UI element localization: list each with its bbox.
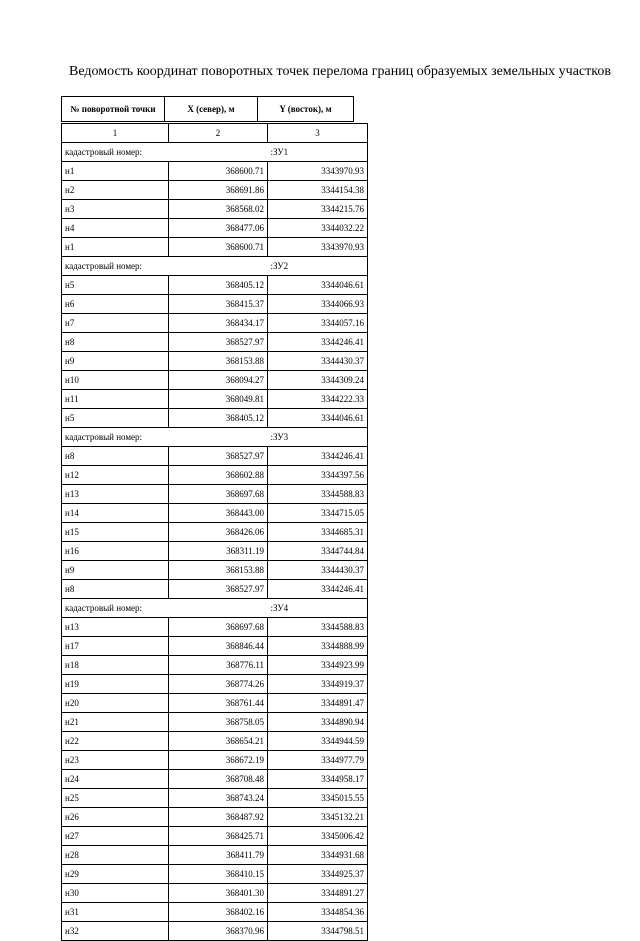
table-row xyxy=(62,162,368,181)
x-coordinate-cell: 368568.02 xyxy=(169,200,268,219)
point-number-cell: н13 xyxy=(62,485,169,504)
y-coordinate-cell: 3344854.36 xyxy=(268,903,368,922)
x-coordinate-cell: 368153.88 xyxy=(169,352,268,371)
point-number-cell: н8 xyxy=(62,447,169,466)
x-coordinate-cell: 368761.44 xyxy=(169,694,268,713)
x-coordinate-cell: 368434.17 xyxy=(169,314,268,333)
x-coordinate-cell: 368527.97 xyxy=(169,333,268,352)
y-coordinate-cell: 3344919.37 xyxy=(268,675,368,694)
point-number-cell: н9 xyxy=(62,561,169,580)
x-coordinate-cell: 368411.79 xyxy=(169,846,268,865)
cadastral-section-row xyxy=(62,599,368,618)
table-row xyxy=(62,276,368,295)
point-number-cell: н25 xyxy=(62,789,169,808)
x-coordinate-cell: 368401.30 xyxy=(169,884,268,903)
x-coordinate-cell: 368776.11 xyxy=(169,656,268,675)
point-number-cell: н8 xyxy=(62,580,169,599)
x-coordinate-cell: 368410.15 xyxy=(169,865,268,884)
x-coordinate-cell: 368443.00 xyxy=(169,504,268,523)
table-row xyxy=(62,181,368,200)
column-header-row xyxy=(62,97,354,122)
point-number-cell: н23 xyxy=(62,751,169,770)
column-number-3: 3 xyxy=(268,124,368,143)
point-number-cell: н27 xyxy=(62,827,169,846)
x-coordinate-cell: 368708.48 xyxy=(169,770,268,789)
table-row xyxy=(62,219,368,238)
table-row xyxy=(62,352,368,371)
point-number-cell: н1 xyxy=(62,162,169,181)
table-row xyxy=(62,789,368,808)
x-coordinate-cell: 368405.12 xyxy=(169,409,268,428)
x-coordinate-cell: 368600.71 xyxy=(169,162,268,181)
table-row xyxy=(62,751,368,770)
point-number-cell: н19 xyxy=(62,675,169,694)
x-coordinate-cell: 368415.37 xyxy=(169,295,268,314)
table-row xyxy=(62,675,368,694)
x-coordinate-cell: 368426.06 xyxy=(169,523,268,542)
x-coordinate-cell: 368094.27 xyxy=(169,371,268,390)
table-row xyxy=(62,371,368,390)
cadastral-number-value: :ЗУ4 xyxy=(268,599,368,618)
x-coordinate-cell: 368600.71 xyxy=(169,238,268,257)
cadastral-section-row xyxy=(62,257,368,276)
table-row xyxy=(62,808,368,827)
point-number-cell: н10 xyxy=(62,371,169,390)
x-coordinate-cell: 368846.44 xyxy=(169,637,268,656)
y-coordinate-cell: 3344685.31 xyxy=(268,523,368,542)
table-row xyxy=(62,637,368,656)
document-title: Ведомость координат поворотных точек перелома границ образуемых земельных участков xyxy=(69,64,611,79)
table-row xyxy=(62,466,368,485)
table-row xyxy=(62,295,368,314)
x-coordinate-cell: 368370.96 xyxy=(169,922,268,941)
y-coordinate-cell: 3344923.99 xyxy=(268,656,368,675)
y-coordinate-cell: 3344798.51 xyxy=(268,922,368,941)
point-number-cell: н4 xyxy=(62,219,169,238)
x-coordinate-cell: 368425.71 xyxy=(169,827,268,846)
y-coordinate-cell: 3344888.99 xyxy=(268,637,368,656)
point-number-cell: н30 xyxy=(62,884,169,903)
x-coordinate-cell: 368487.92 xyxy=(169,808,268,827)
x-coordinate-cell: 368697.68 xyxy=(169,485,268,504)
point-number-cell: н11 xyxy=(62,390,169,409)
coordinates-table-body xyxy=(62,124,368,941)
column-number-row xyxy=(62,124,368,143)
point-number-cell: н15 xyxy=(62,523,169,542)
y-coordinate-cell: 3344944.59 xyxy=(268,732,368,751)
point-number-cell: н22 xyxy=(62,732,169,751)
x-coordinate-cell: 368402.16 xyxy=(169,903,268,922)
table-row xyxy=(62,770,368,789)
table-row xyxy=(62,485,368,504)
point-number-cell: н17 xyxy=(62,637,169,656)
point-number-cell: н13 xyxy=(62,618,169,637)
header-point-number: № поворотной точки xyxy=(62,97,165,122)
table-row xyxy=(62,713,368,732)
y-coordinate-cell: 3343970.93 xyxy=(268,238,368,257)
y-coordinate-cell: 3344430.37 xyxy=(268,352,368,371)
cadastral-section-row xyxy=(62,428,368,447)
y-coordinate-cell: 3343970.93 xyxy=(268,162,368,181)
cadastral-number-value: :ЗУ3 xyxy=(268,428,368,447)
x-coordinate-cell: 368672.19 xyxy=(169,751,268,770)
point-number-cell: н8 xyxy=(62,333,169,352)
point-number-cell: н21 xyxy=(62,713,169,732)
y-coordinate-cell: 3344715.05 xyxy=(268,504,368,523)
y-coordinate-cell: 3344246.41 xyxy=(268,333,368,352)
point-number-cell: н31 xyxy=(62,903,169,922)
point-number-cell: н6 xyxy=(62,295,169,314)
table-row xyxy=(62,903,368,922)
y-coordinate-cell: 3345006.42 xyxy=(268,827,368,846)
x-coordinate-cell: 368602.88 xyxy=(169,466,268,485)
x-coordinate-cell: 368743.24 xyxy=(169,789,268,808)
y-coordinate-cell: 3344890.94 xyxy=(268,713,368,732)
y-coordinate-cell: 3344744.84 xyxy=(268,542,368,561)
point-number-cell: н5 xyxy=(62,276,169,295)
y-coordinate-cell: 3344046.61 xyxy=(268,276,368,295)
point-number-cell: н20 xyxy=(62,694,169,713)
header-y-east: Y (восток), м xyxy=(258,97,354,122)
y-coordinate-cell: 3344925.37 xyxy=(268,865,368,884)
coordinates-table xyxy=(61,123,368,941)
y-coordinate-cell: 3344588.83 xyxy=(268,485,368,504)
y-coordinate-cell: 3344057.16 xyxy=(268,314,368,333)
y-coordinate-cell: 3344309.24 xyxy=(268,371,368,390)
table-row xyxy=(62,504,368,523)
cadastral-number-label: кадастровый номер: xyxy=(62,257,268,276)
point-number-cell: н29 xyxy=(62,865,169,884)
x-coordinate-cell: 368774.26 xyxy=(169,675,268,694)
point-number-cell: н2 xyxy=(62,181,169,200)
x-coordinate-cell: 368049.81 xyxy=(169,390,268,409)
table-row xyxy=(62,561,368,580)
y-coordinate-cell: 3344246.41 xyxy=(268,580,368,599)
table-row xyxy=(62,200,368,219)
cadastral-number-label: кадастровый номер: xyxy=(62,428,268,447)
y-coordinate-cell: 3344154.38 xyxy=(268,181,368,200)
point-number-cell: н28 xyxy=(62,846,169,865)
y-coordinate-cell: 3344931.68 xyxy=(268,846,368,865)
point-number-cell: н18 xyxy=(62,656,169,675)
x-coordinate-cell: 368153.88 xyxy=(169,561,268,580)
table-row xyxy=(62,884,368,903)
y-coordinate-cell: 3344958.17 xyxy=(268,770,368,789)
point-number-cell: н26 xyxy=(62,808,169,827)
point-number-cell: н7 xyxy=(62,314,169,333)
x-coordinate-cell: 368697.68 xyxy=(169,618,268,637)
table-row xyxy=(62,827,368,846)
cadastral-number-label: кадастровый номер: xyxy=(62,599,268,618)
header-x-north: X (север), м xyxy=(165,97,258,122)
cadastral-section-row xyxy=(62,143,368,162)
cadastral-number-value: :ЗУ2 xyxy=(268,257,368,276)
x-coordinate-cell: 368758.05 xyxy=(169,713,268,732)
table-row xyxy=(62,523,368,542)
point-number-cell: н24 xyxy=(62,770,169,789)
table-row xyxy=(62,314,368,333)
x-coordinate-cell: 368527.97 xyxy=(169,580,268,599)
table-row xyxy=(62,447,368,466)
y-coordinate-cell: 3345015.55 xyxy=(268,789,368,808)
cadastral-number-label: кадастровый номер: xyxy=(62,143,268,162)
cadastral-number-value: :ЗУ1 xyxy=(268,143,368,162)
table-row xyxy=(62,409,368,428)
point-number-cell: н16 xyxy=(62,542,169,561)
column-number-2: 2 xyxy=(169,124,268,143)
table-row xyxy=(62,580,368,599)
point-number-cell: н32 xyxy=(62,922,169,941)
point-number-cell: н14 xyxy=(62,504,169,523)
y-coordinate-cell: 3344246.41 xyxy=(268,447,368,466)
table-row xyxy=(62,542,368,561)
x-coordinate-cell: 368654.21 xyxy=(169,732,268,751)
table-row xyxy=(62,922,368,941)
point-number-cell: н12 xyxy=(62,466,169,485)
point-number-cell: н5 xyxy=(62,409,169,428)
table-row xyxy=(62,656,368,675)
y-coordinate-cell: 3344977.79 xyxy=(268,751,368,770)
y-coordinate-cell: 3344046.61 xyxy=(268,409,368,428)
y-coordinate-cell: 3344891.27 xyxy=(268,884,368,903)
column-number-1: 1 xyxy=(62,124,169,143)
x-coordinate-cell: 368311.19 xyxy=(169,542,268,561)
table-row xyxy=(62,333,368,352)
table-row xyxy=(62,846,368,865)
y-coordinate-cell: 3344215.76 xyxy=(268,200,368,219)
table-row xyxy=(62,390,368,409)
y-coordinate-cell: 3344066.93 xyxy=(268,295,368,314)
y-coordinate-cell: 3344588.83 xyxy=(268,618,368,637)
y-coordinate-cell: 3344222.33 xyxy=(268,390,368,409)
x-coordinate-cell: 368691.86 xyxy=(169,181,268,200)
table-row xyxy=(62,694,368,713)
table-row xyxy=(62,238,368,257)
y-coordinate-cell: 3344430.37 xyxy=(268,561,368,580)
x-coordinate-cell: 368477.06 xyxy=(169,219,268,238)
y-coordinate-cell: 3344891.47 xyxy=(268,694,368,713)
y-coordinate-cell: 3345132.21 xyxy=(268,808,368,827)
point-number-cell: н1 xyxy=(62,238,169,257)
table-row xyxy=(62,618,368,637)
y-coordinate-cell: 3344397.56 xyxy=(268,466,368,485)
table-row xyxy=(62,732,368,751)
column-header-table xyxy=(61,96,354,122)
y-coordinate-cell: 3344032.22 xyxy=(268,219,368,238)
point-number-cell: н3 xyxy=(62,200,169,219)
x-coordinate-cell: 368405.12 xyxy=(169,276,268,295)
x-coordinate-cell: 368527.97 xyxy=(169,447,268,466)
table-row xyxy=(62,865,368,884)
point-number-cell: н9 xyxy=(62,352,169,371)
